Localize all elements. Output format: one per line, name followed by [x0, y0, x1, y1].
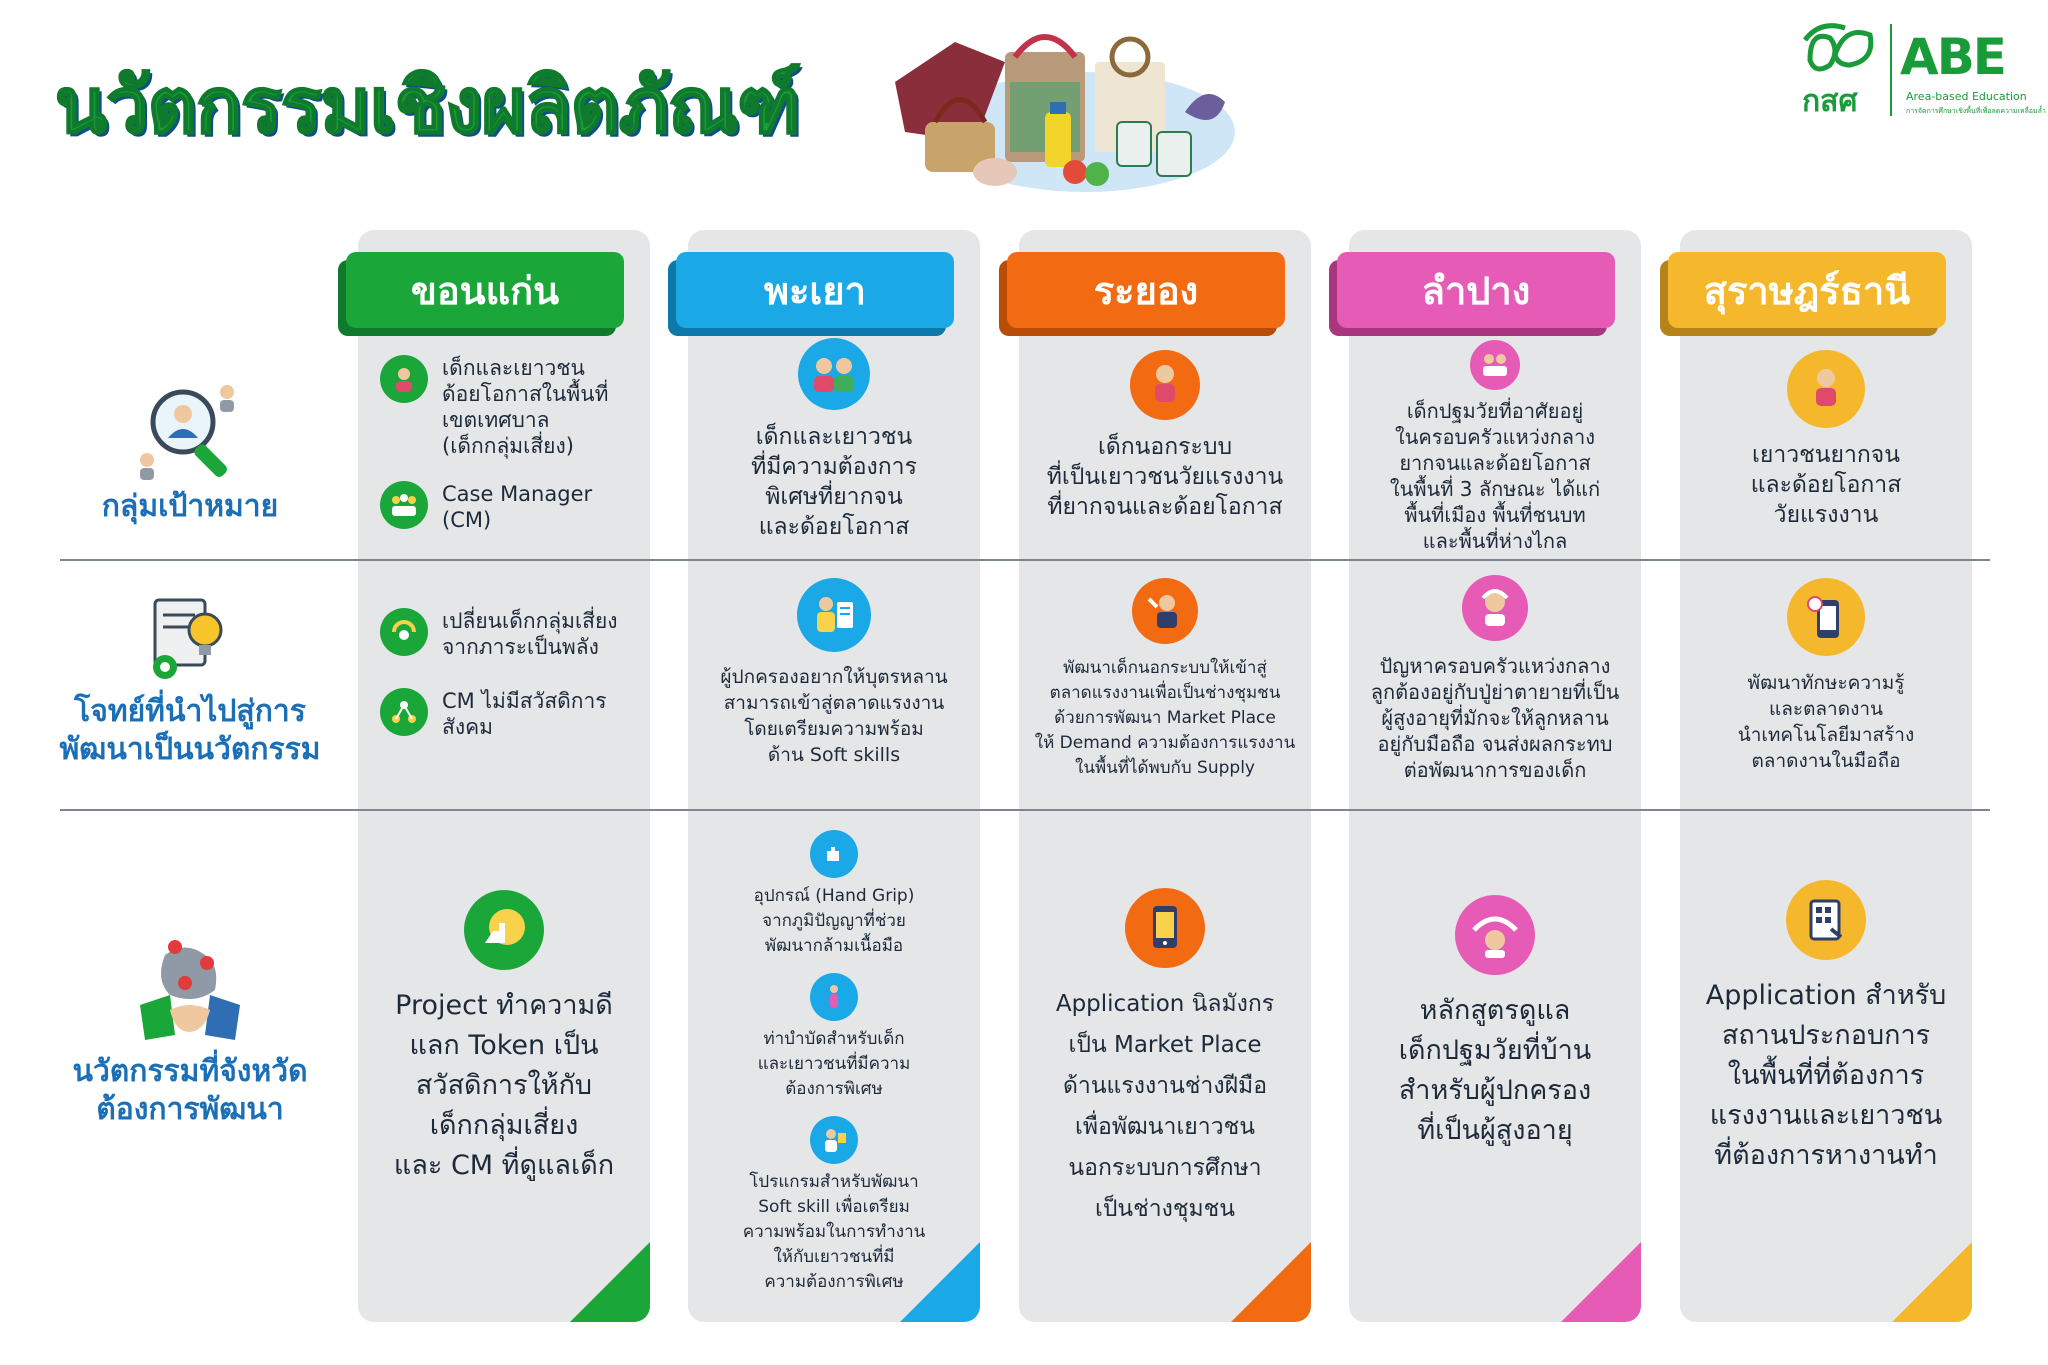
tab-phayao: พะเยา — [676, 252, 954, 328]
abe-logo: ABE Area-based Education การจัดการศึกษาเชิงพื้นที่เพื่อลดความเหลื่อมล้ำ — [1900, 28, 2046, 115]
suratthani-problem: พัฒนาทักษะความรู้ และตลาดงาน นำเทคโนโลยีมาสร้าง ตลาดงานในมือถือ — [1680, 578, 1972, 774]
lampang-target: เด็กปฐมวัยที่อาศัยอยู่ ในครอบครัวแหว่งกลาง ยากจนและด้อยโอกาส ในพื้นที่ 3 ลักษณะ ได้แก่ พื้นที่เมือง พื้นที่ชนบท และพื้นที่ห่างไกล — [1349, 340, 1641, 554]
list-item: CM ไม่มีสวัสดิการ สังคม — [380, 688, 640, 740]
row-divider — [60, 809, 1990, 811]
phone-app-icon — [1125, 888, 1205, 968]
mobile-idea-icon — [1787, 578, 1865, 656]
row-label-innovation: นวัตกรรมที่จังหวัด ต้องการพัฒนา — [40, 935, 340, 1129]
children-icon — [380, 355, 428, 403]
page-title: นวัตกรรมเชิงผลิตภัณฑ์ — [55, 61, 800, 150]
rayong-target: เด็กนอกระบบ ที่เป็นเยาวชนวัยแรงงาน ที่ยากจนและด้อยโอกาส — [1019, 350, 1311, 522]
idea-document-icon — [145, 595, 235, 685]
mechanic-icon — [1132, 578, 1198, 644]
phayao-innovation — [688, 830, 980, 1295]
network-icon — [380, 688, 428, 736]
phayao-target: เด็กและเยาวชน ที่มีความต้องการ พิเศษที่ยากจน และด้อยโอกาส — [688, 338, 980, 542]
tab-khonkaen: ขอนแก่น — [346, 252, 624, 328]
lampang-innovation: หลักสูตรดูแล เด็กปฐมวัยที่บ้าน สำหรับผู้ปกครอง ที่เป็นผู้สูงอายุ — [1349, 895, 1641, 1151]
transform-icon — [380, 608, 428, 656]
row-label-problem: โจทย์ที่นำไปสู่การ พัฒนาเป็นนวัตกรรม — [40, 595, 340, 769]
rayong-innovation: Application นิลมังกร เป็น Market Place ด้านแรงงานช่างฝีมือ เพื่อพัฒนาเยาวชน นอกระบบการศึกษา เป็นช่างชุมชน — [1019, 888, 1311, 1230]
therapy-icon — [810, 973, 858, 1021]
logo-divider — [1890, 24, 1892, 116]
corner-accent — [1231, 1242, 1311, 1322]
phayao-problem: ผู้ปกครองอยากให้บุตรหลาน สามารถเข้าสู่ตลาดแรงงาน โดยเตรียมความพร้อม ด้าน Soft skills — [688, 578, 980, 768]
tab-suratthani: สุราษฎร์ธานี — [1668, 252, 1946, 328]
row-label-target: กลุ่มเป้าหมาย — [40, 380, 340, 526]
list-item: ท่าบำบัดสำหรับเด็ก และเยาวชนที่มีความ ต้องการพิเศษ — [688, 973, 980, 1102]
case-manager-icon — [380, 481, 428, 529]
khonkaen-innovation: Project ทำความดี แลก Token เป็น สวัสดิการให้กับ เด็กกลุ่มเสี่ยง และ CM ที่ดูแลเด็ก — [358, 890, 650, 1186]
family-small-icon — [1470, 340, 1520, 390]
suratthani-innovation: Application สำหรับ สถานประกอบการ ในพื้นที่ที่ต้องการ แรงงานและเยาวชน ที่ต้องการหางานทำ — [1680, 880, 1972, 1176]
ksk-logo: กสศ — [1800, 20, 1880, 120]
products-illustration — [885, 22, 1245, 202]
handshake-map-icon — [135, 935, 245, 1045]
youth-icon — [1787, 350, 1865, 428]
lampang-problem: ปัญหาครอบครัวแหว่งกลาง ลูกต้องอยู่กับปู่ย่าตายายที่เป็น ผู้สูงอายุที่มักจะให้ลูกหลาน อยู่กับมือถือ จนส่งผลกระทบ ต่อพัฒนาการของเด็ก — [1349, 575, 1641, 783]
suratthani-target: เยาวชนยากจน และด้อยโอกาส วัยแรงงาน — [1680, 350, 1972, 530]
logos — [1800, 20, 2046, 120]
list-item: โปรแกรมสำหรับพัฒนา Soft skill เพื่อเตรียม ความพร้อมในการทำงาน ให้กับเยาวชนที่มี ความต้องการพิเศษ — [688, 1116, 980, 1295]
family-icon — [798, 338, 870, 410]
teacher-icon — [810, 1116, 858, 1164]
hand-grip-icon — [810, 830, 858, 878]
corner-accent — [570, 1242, 650, 1322]
list-item: เปลี่ยนเด็กกลุ่มเสี่ยง จากภาระเป็นพลัง — [380, 608, 640, 660]
tab-lampang: ลำปาง — [1337, 252, 1615, 328]
elder-icon — [1462, 575, 1528, 641]
like-coin-icon — [464, 890, 544, 970]
khonkaen-problem — [380, 608, 640, 740]
corner-accent — [1892, 1242, 1972, 1322]
target-group-icon — [135, 380, 245, 480]
rayong-problem: พัฒนาเด็กนอกระบบให้เข้าสู่ ตลาดแรงงานเพื่อเป็นช่างชุมชน ด้วยการพัฒนา Market Place ให้ Demand ความต้องการแรงงาน ในพื้นที่ได้พบกับ Supply — [1019, 578, 1311, 781]
worker-board-icon — [797, 578, 871, 652]
list-item: อุปกรณ์ (Hand Grip) จากภูมิปัญญาที่ช่วย พัฒนากล้ามเนื้อมือ — [688, 830, 980, 959]
row-divider — [60, 559, 1990, 561]
list-item: Case Manager (CM) — [380, 481, 640, 533]
care-child-icon — [1455, 895, 1535, 975]
khonkaen-target — [380, 355, 640, 533]
app-grid-icon — [1786, 880, 1866, 960]
list-item: เด็กและเยาวชน ด้อยโอกาสในพื้นที่ เขตเทศบาล (เด็กกลุ่มเสี่ยง) — [380, 355, 640, 459]
child-icon — [1130, 350, 1200, 420]
tab-rayong: ระยอง — [1007, 252, 1285, 328]
corner-accent — [1561, 1242, 1641, 1322]
